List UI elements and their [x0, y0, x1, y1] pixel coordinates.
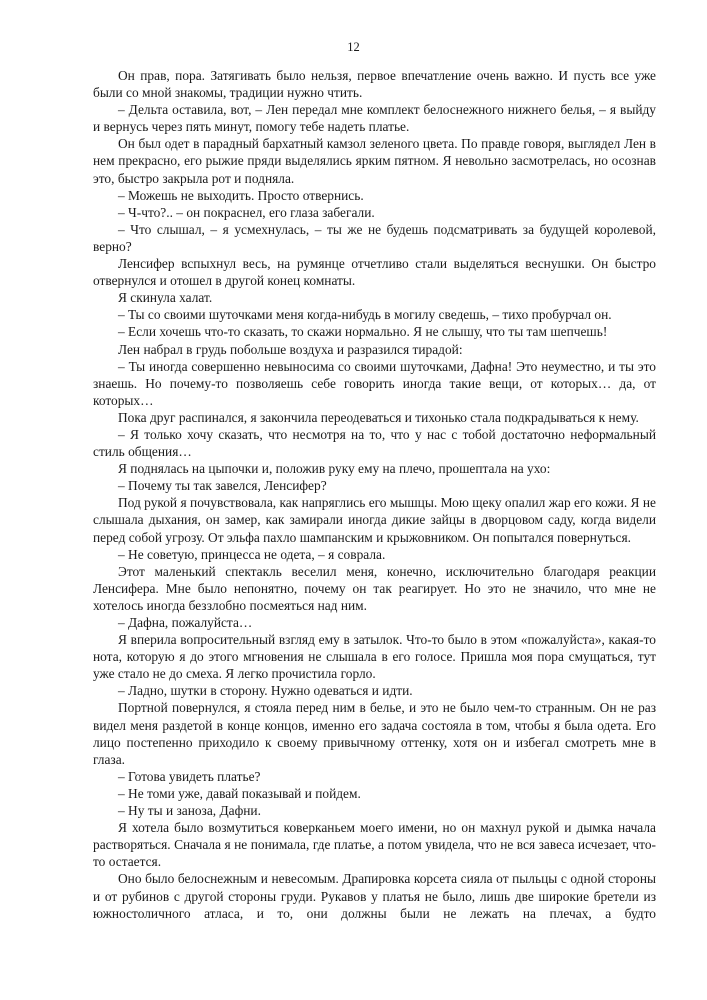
paragraph: – Дельта оставила, вот, – Лен передал мне комплект белоснежного нижнего белья, – я выйду и вернусь через пять минут, помогу тебе надеть платье.: [93, 102, 656, 135]
paragraph: – Ты со своими шуточками меня когда-нибудь в могилу сведешь, – тихо пробурчал он.: [118, 307, 612, 323]
paragraph: – Ну ты и заноза, Дафни.: [118, 803, 261, 819]
paragraph: – Не томи уже, давай показывай и пойдем.: [118, 785, 361, 801]
paragraph: Я поднялась на цыпочки и, положив руку ему на плечо, прошептала на ухо:: [118, 461, 551, 477]
paragraph: – Что слышал, – я усмехнулась, – ты же не будешь подсматривать за будущей королевой, верно?: [93, 221, 656, 254]
paragraph: Он прав, пора. Затягивать было нельзя, первое впечатление очень важно. И пусть все уже были со мной знакомы, традиции нужно чтить.: [93, 68, 656, 101]
page-number: 12: [347, 40, 360, 54]
paragraph: – Можешь не выходить. Просто отвернись.: [118, 187, 364, 203]
body-text: [93, 67, 656, 922]
paragraph: – Ты иногда совершенно невыносима со своими шуточками, Дафна! Это неуместно, и ты это знаешь. Но почему-то позволяешь себе говорить иногда такие вещи, от которых… да, от которых…: [93, 358, 656, 408]
paragraph: Пока друг распинался, я закончила переодеваться и тихонько стала подкрадываться к нему.: [118, 409, 639, 425]
paragraph: Я скинула халат.: [118, 290, 213, 306]
paragraph: Оно было белоснежным и невесомым. Драпировка корсета сияла от пыльцы с одной стороны и от рубинов с другой стороны груди. Рукавов у платья не было, лишь две широкие бретели из южностоличного атласа, и то, они должны были не лежать на плечах, а будто: [93, 871, 656, 921]
paragraph: – Дафна, пожалуйста…: [118, 615, 253, 630]
paragraph: – Ч-что?.. – он покраснел, его глаза забегали.: [118, 204, 375, 220]
paragraph: Я хотела было возмутиться коверканьем моего имени, но он махнул рукой и дымка начала растворяться. Сначала я не понимала, где платье, а потом увидела, что не вся завеса исчезает, что-то остается.: [93, 820, 656, 870]
paragraph: Я вперила вопросительный взгляд ему в затылок. Что-то было в этом «пожалуйста», какая-то нота, которую я до этого мгновения не слышала в его голосе. Пришла моя пора смущаться, тут уже стало не до смеха. Я легко прочистила горло.: [93, 632, 656, 682]
paragraph: Лен набрал в грудь побольше воздуха и разразился тирадой:: [118, 341, 463, 357]
paragraph: – Ладно, шутки в сторону. Нужно одеваться и идти.: [118, 683, 413, 699]
paragraph: – Готова увидеть платье?: [118, 768, 261, 784]
paragraph: – Если хочешь что-то сказать, то скажи нормально. Я не слышу, что ты там шепчешь!: [118, 324, 608, 340]
paragraph: Под рукой я почувствовала, как напряглись его мышцы. Мою щеку опалил жар его кожи. Я не слышала дыхания, он замер, как замирали иногда дикие зайцы в дворцовом саду, когда видели перед собой угрозу. От эльфа пахло шампанским и крыжовником. Он попытался повернуться.: [93, 495, 656, 545]
paragraph: Ленсифер вспыхнул весь, на румянце отчетливо стали выделяться веснушки. Он быстро отвернулся и отошел в другой конец комнаты.: [93, 256, 656, 289]
paragraph: – Почему ты так завелся, Ленсифер?: [118, 478, 327, 494]
paragraph: Он был одет в парадный бархатный камзол зеленого цвета. По правде говоря, выглядел Лен в нем прекрасно, его рыжие пряди выделялись ярким пятном. Я невольно засмотрелась, но осознав это, быстро закрыла рот и подняла.: [93, 136, 656, 186]
paragraph: Этот маленький спектакль веселил меня, конечно, исключительно благодаря реакции Ленсифера. Мне было непонятно, почему он так реагирует. Но это не значило, что мне не хотелось иногда беззлобно посмеяться над ним.: [93, 563, 656, 613]
paragraph: Портной повернулся, я стояла перед ним в белье, и это не было чем-то странным. Он не раз видел меня раздетой в конце концов, именно его задача состояла в том, чтобы я была одета. Его лицо постепенно приходило к своему привычному оттенку, хотя он и избегал смотреть мне в глаза.: [93, 700, 656, 767]
paragraph: – Я только хочу сказать, что несмотря на то, что у нас с тобой достаточно неформальный стиль общения…: [93, 426, 656, 460]
paragraph: – Не советую, принцесса не одета, – я соврала.: [118, 546, 386, 562]
